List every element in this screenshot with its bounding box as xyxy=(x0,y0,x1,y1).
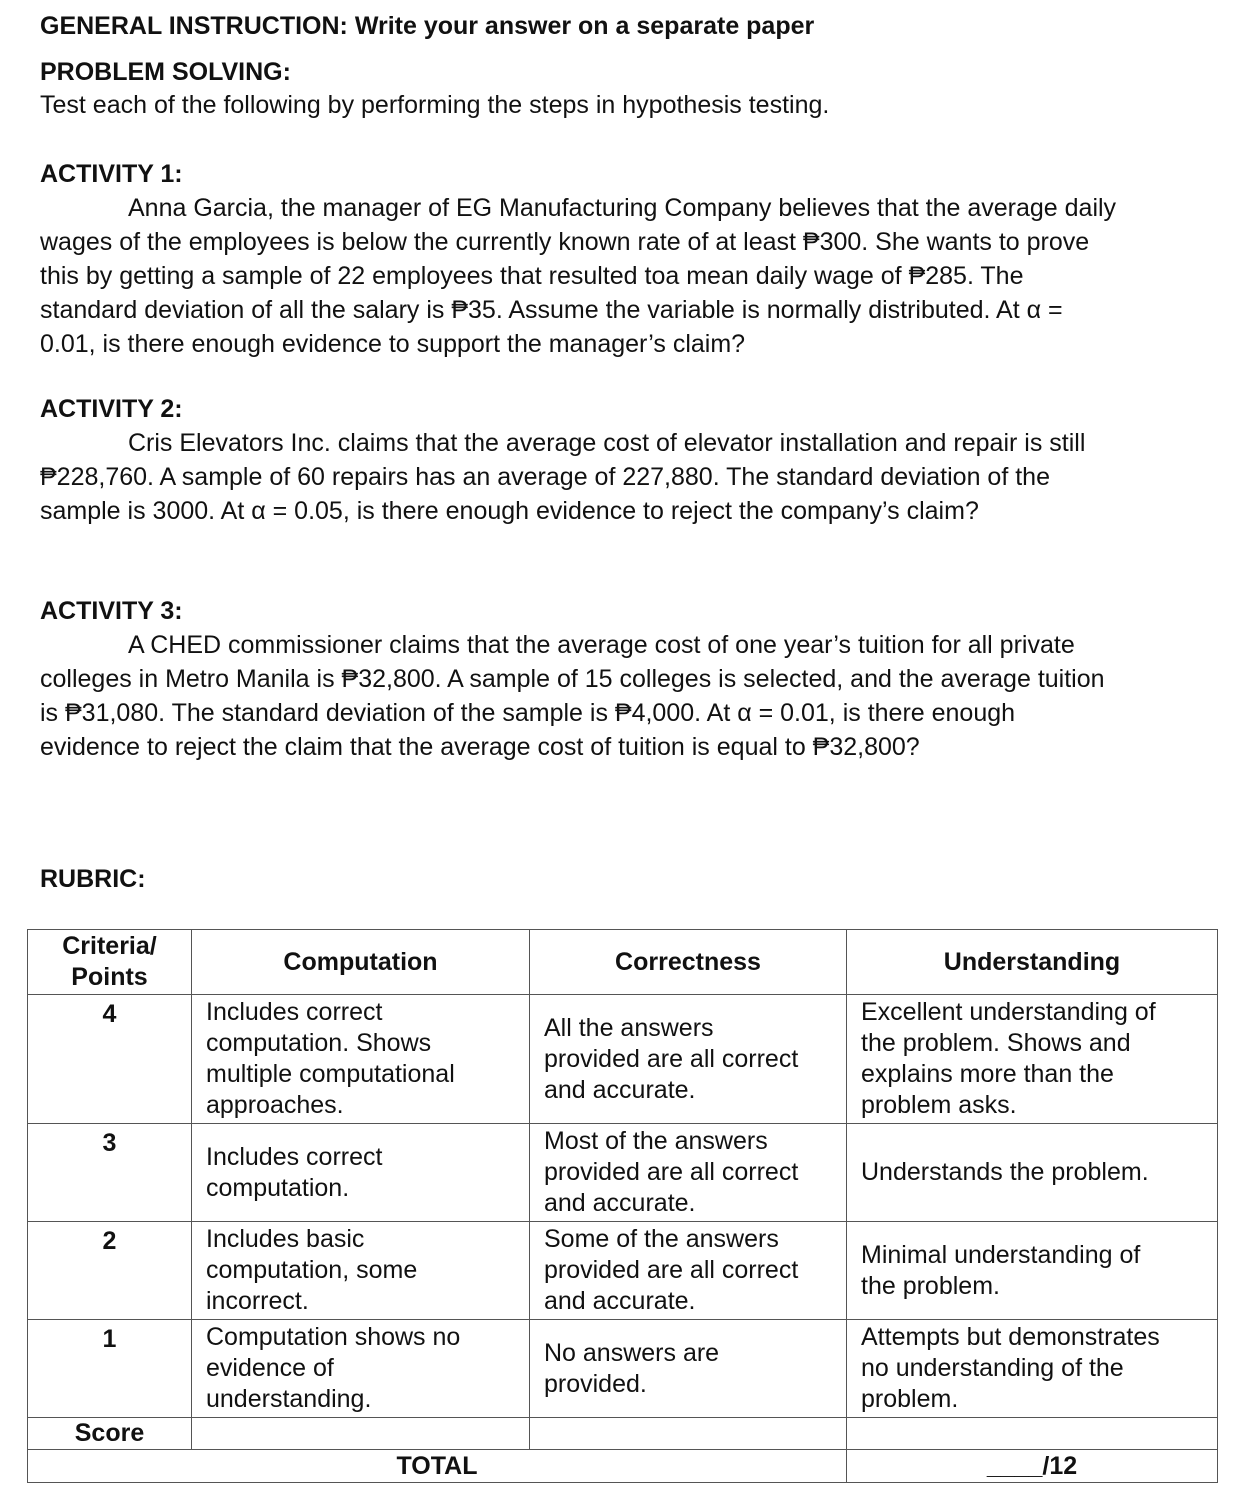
score-computation[interactable] xyxy=(192,1418,530,1450)
cell-line: the problem. xyxy=(861,1271,1000,1300)
cell-line: Includes basic xyxy=(206,1225,365,1253)
cell-line: evidence of xyxy=(206,1354,334,1382)
cell-line: All the answers xyxy=(544,1013,714,1042)
computation-cell xyxy=(192,995,530,1124)
understanding-cell xyxy=(847,995,1218,1124)
correctness-cell xyxy=(530,1124,847,1222)
correctness-cell xyxy=(530,995,847,1124)
total-row xyxy=(28,1450,1218,1483)
cell-line: Includes correct xyxy=(206,998,383,1026)
activity-line: ₱228,760. A sample of 60 repairs has an average of 227,880. The standard deviation of the xyxy=(40,463,1050,491)
cell-line: multiple computational xyxy=(206,1060,455,1088)
activity-line: colleges in Metro Manila is ₱32,800. A sample of 15 colleges is selected, and the average tuition xyxy=(40,665,1105,693)
activity-line: evidence to reject the claim that the average cost of tuition is equal to ₱32,800? xyxy=(40,733,920,761)
cell-line: approaches. xyxy=(206,1091,344,1119)
total-value[interactable]: ____/12 xyxy=(847,1450,1218,1483)
computation-cell xyxy=(192,1124,530,1222)
activity-line: Anna Garcia, the manager of EG Manufacturing Company believes that the average daily xyxy=(128,194,1117,222)
cell-line: and accurate. xyxy=(544,1287,696,1315)
header-understanding: Understanding xyxy=(847,930,1218,995)
cell-line: Most of the answers xyxy=(544,1127,768,1155)
total-label: TOTAL xyxy=(28,1450,847,1483)
cell-line: computation. Shows xyxy=(206,1029,432,1057)
cell-line: and accurate. xyxy=(544,1189,696,1217)
understanding-cell xyxy=(847,1124,1218,1222)
cell-line: provided are all correct xyxy=(544,1256,799,1284)
section-intro: Test each of the following by performing the steps in hypothesis testing. xyxy=(40,91,830,119)
activity-title: ACTIVITY 3: xyxy=(40,597,183,625)
activity-line: is ₱31,080. The standard deviation of the sample is ₱4,000. At α = 0.01, is there enough xyxy=(40,699,1016,727)
cell-line: No answers are xyxy=(544,1338,720,1367)
correctness-cell xyxy=(530,1320,847,1418)
cell-line: explains more than the xyxy=(861,1060,1114,1088)
score-label: Score xyxy=(28,1418,192,1450)
points-cell: 1 xyxy=(28,1320,192,1418)
cell-line: computation, some xyxy=(206,1256,418,1284)
cell-line: problem asks. xyxy=(861,1091,1017,1119)
points-cell: 4 xyxy=(28,995,192,1124)
rubric-title: RUBRIC: xyxy=(40,865,146,893)
activity-2 xyxy=(40,392,1210,528)
activity-line: 0.01, is there enough evidence to support the manager’s claim? xyxy=(40,330,746,358)
header-criteria: Criteria/ Points xyxy=(28,930,192,995)
cell-line: computation. xyxy=(206,1173,350,1202)
score-understanding[interactable] xyxy=(847,1418,1218,1450)
cell-line: Computation shows no xyxy=(206,1323,461,1351)
cell-line: no understanding of the xyxy=(861,1354,1124,1382)
activity-title: ACTIVITY 2: xyxy=(40,395,183,423)
activity-3 xyxy=(40,594,1210,764)
cell-line: Excellent understanding of xyxy=(861,998,1156,1026)
cell-line: Attempts but demonstrates xyxy=(861,1323,1160,1351)
activity-line: wages of the employees is below the currently known rate of at least ₱300. She wants to prove xyxy=(40,228,1090,256)
cell-line: Includes correct xyxy=(206,1142,383,1171)
cell-line: problem. xyxy=(861,1385,959,1413)
score-correctness[interactable] xyxy=(530,1418,847,1450)
computation-cell xyxy=(192,1222,530,1320)
computation-cell xyxy=(192,1320,530,1418)
cell-line: understanding. xyxy=(206,1385,372,1413)
cell-line: Understands the problem. xyxy=(861,1158,1149,1186)
activity-line: this by getting a sample of 22 employees that resulted toa mean daily wage of ₱285. The xyxy=(40,262,1024,290)
section-title: PROBLEM SOLVING: xyxy=(40,58,291,86)
activity-line: standard deviation of all the salary is ₱35. Assume the variable is normally distributed. At α = xyxy=(40,296,1063,324)
header-correctness: Correctness xyxy=(530,930,847,995)
cell-line: provided are all correct xyxy=(544,1044,799,1073)
points-cell: 2 xyxy=(28,1222,192,1320)
header-computation: Computation xyxy=(192,930,530,995)
rubric-row xyxy=(28,1222,1218,1320)
rubric-row xyxy=(28,1320,1218,1418)
rubric-header-row xyxy=(28,930,1218,995)
points-cell: 3 xyxy=(28,1124,192,1222)
cell-line: the problem. Shows and xyxy=(861,1029,1131,1057)
activity-line: Cris Elevators Inc. claims that the average cost of elevator installation and repair is still xyxy=(128,429,1086,457)
score-row xyxy=(28,1418,1218,1450)
understanding-cell xyxy=(847,1222,1218,1320)
cell-line: provided. xyxy=(544,1369,647,1398)
activity-1 xyxy=(40,157,1210,361)
rubric-row xyxy=(28,1124,1218,1222)
cell-line: incorrect. xyxy=(206,1287,309,1315)
cell-line: Some of the answers xyxy=(544,1225,779,1253)
activity-line: A CHED commissioner claims that the average cost of one year’s tuition for all private xyxy=(128,631,1075,659)
rubric-table xyxy=(27,929,1218,1483)
activity-line: sample is 3000. At α = 0.05, is there enough evidence to reject the company’s claim? xyxy=(40,497,979,525)
cell-line: provided are all correct xyxy=(544,1158,799,1186)
general-instruction: GENERAL INSTRUCTION: Write your answer on a separate paper xyxy=(40,12,815,40)
cell-line: Minimal understanding of xyxy=(861,1240,1141,1269)
cell-line: and accurate. xyxy=(544,1075,696,1104)
correctness-cell xyxy=(530,1222,847,1320)
understanding-cell xyxy=(847,1320,1218,1418)
activity-title: ACTIVITY 1: xyxy=(40,160,183,188)
rubric-row xyxy=(28,995,1218,1124)
